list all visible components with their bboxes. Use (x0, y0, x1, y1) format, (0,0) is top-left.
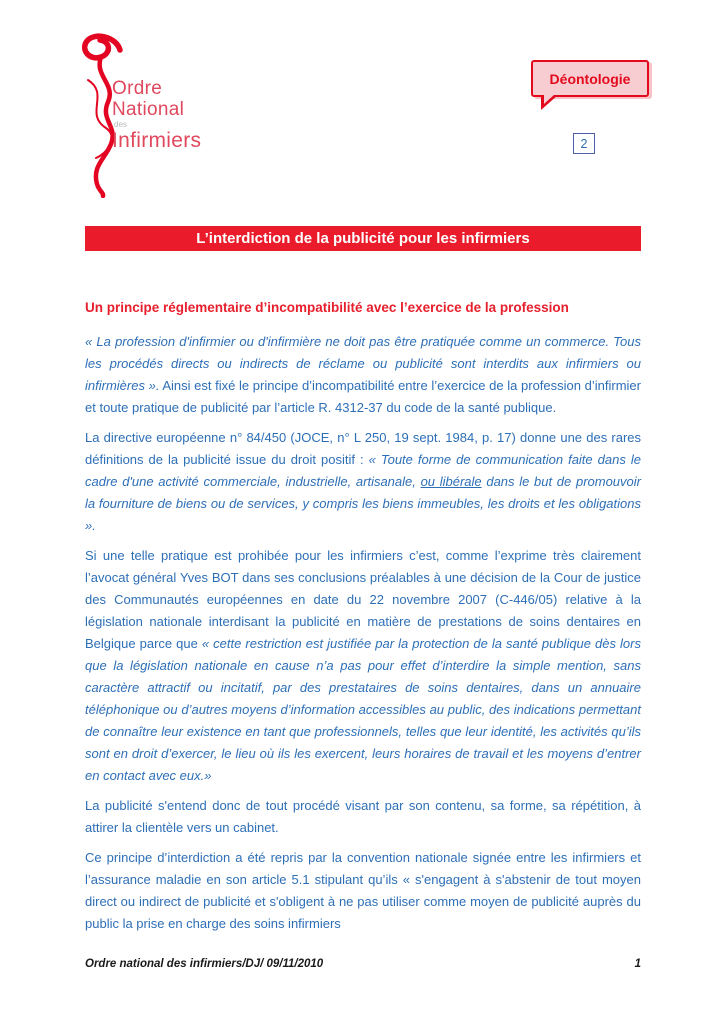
callout-tail-fill (544, 94, 555, 104)
text-run-italic: « Toute forme de communication faite dans le cadre d'une activité commerciale, industrielle, artisanale, (85, 452, 641, 489)
document-title: L’interdiction de la publicité pour les infirmiers (196, 230, 530, 247)
paragraph-4 (85, 795, 641, 839)
text-run-normal: Ainsi est fixé le principe d’incompatibilité entre l’exercice de la profession d’infirmier et toute pratique de publicité par l’article R. 4312-37 du code de la santé publique. (85, 378, 641, 415)
text-run-normal: Si une telle pratique est prohibée pour les infirmiers c’est, comme l’exprime très clairement l’avocat général Yves BOT dans ses conclusions préalables à une décision de la Cour de justice des Communautés européennes en date du 22 novembre 2007 (C-446/05) relative à la législation nationale interdisant la publicité en matière de prestations de soins dentaires en Belgique parce que (85, 548, 641, 651)
paragraph-5 (85, 847, 641, 935)
logo-word-national: National (112, 99, 185, 120)
deontologie-callout (531, 60, 649, 97)
document-body (85, 226, 641, 935)
deontologie-label: Déontologie (549, 70, 631, 87)
text-run-italic: « La profession d'infirmier ou d'infirmière ne doit pas être pratiquée comme un commerce. Tous les procédés directs ou indirects de réclame ou publicité sont interdits aux infirmiers ou infirmières ». (85, 334, 641, 393)
section-heading: Un principe réglementaire d’incompatibilité avec l’exercice de la profession (85, 300, 569, 315)
logo-word-des: des (114, 120, 127, 129)
logo (58, 24, 273, 199)
footer-reference: Ordre national des infirmiers/DJ/ 09/11/2010 (85, 958, 324, 970)
text-run-normal: La directive européenne n° 84/450 (JOCE, n° L 250, 19 sept. 1984, p. 17) donne une des rares définitions de la publicité issue du droit positif : (85, 430, 641, 467)
paragraph-2 (85, 427, 641, 537)
logo-word-infirmiers: Infirmiers (112, 129, 202, 152)
logo-word-ordre: Ordre (112, 78, 163, 99)
text-run-normal: La publicité s'entend donc de tout procédé visant par son contenu, sa forme, sa répétition, à attirer la clientèle vers un cabinet. (85, 798, 641, 835)
text-run-italic: dans le but de promouvoir la fourniture de biens ou de services, y compris les biens immeubles, les droits et les obligations ». (85, 474, 641, 533)
text-run-italic-underline: ou libérale (420, 474, 482, 489)
paragraph-1 (85, 331, 641, 419)
section-number-badge: 2 (573, 133, 595, 154)
page-footer (85, 958, 641, 970)
document-title-banner (85, 226, 641, 251)
text-run-italic: « cette restriction est justifiée par la protection de la santé publique dès lors que la législation nationale en cause n’a pas pour effet d’interdire la simple mention, sans caractère attractif ou incitatif, par des prestataires de soins dentaires, dans un annuaire téléphonique ou d’autres moyens d’information accessibles au public, des indications permettant de connaître leur existence en tant que professionnels, telles que leur identité, les activités qu’ils sont en droit d’exercer, le lieu où ils les exercent, leurs horaires de travail et les moyens d’entrer en contact avec eux.» (85, 636, 641, 783)
text-run-normal: Ce principe d’interdiction a été repris par la convention nationale signée entre les infirmiers et l’assurance maladie en son article 5.1 stipulant qu’ils « s'engagent à s'abstenir de tout moyen direct ou indirect de publicité et s'obligent à ne pas utiliser comme moyen de publicité auprès du public la prise en charge des soins infirmiers (85, 850, 641, 931)
footer-page-number: 1 (634, 958, 641, 970)
paragraph-3 (85, 545, 641, 787)
logo-text (112, 78, 201, 152)
